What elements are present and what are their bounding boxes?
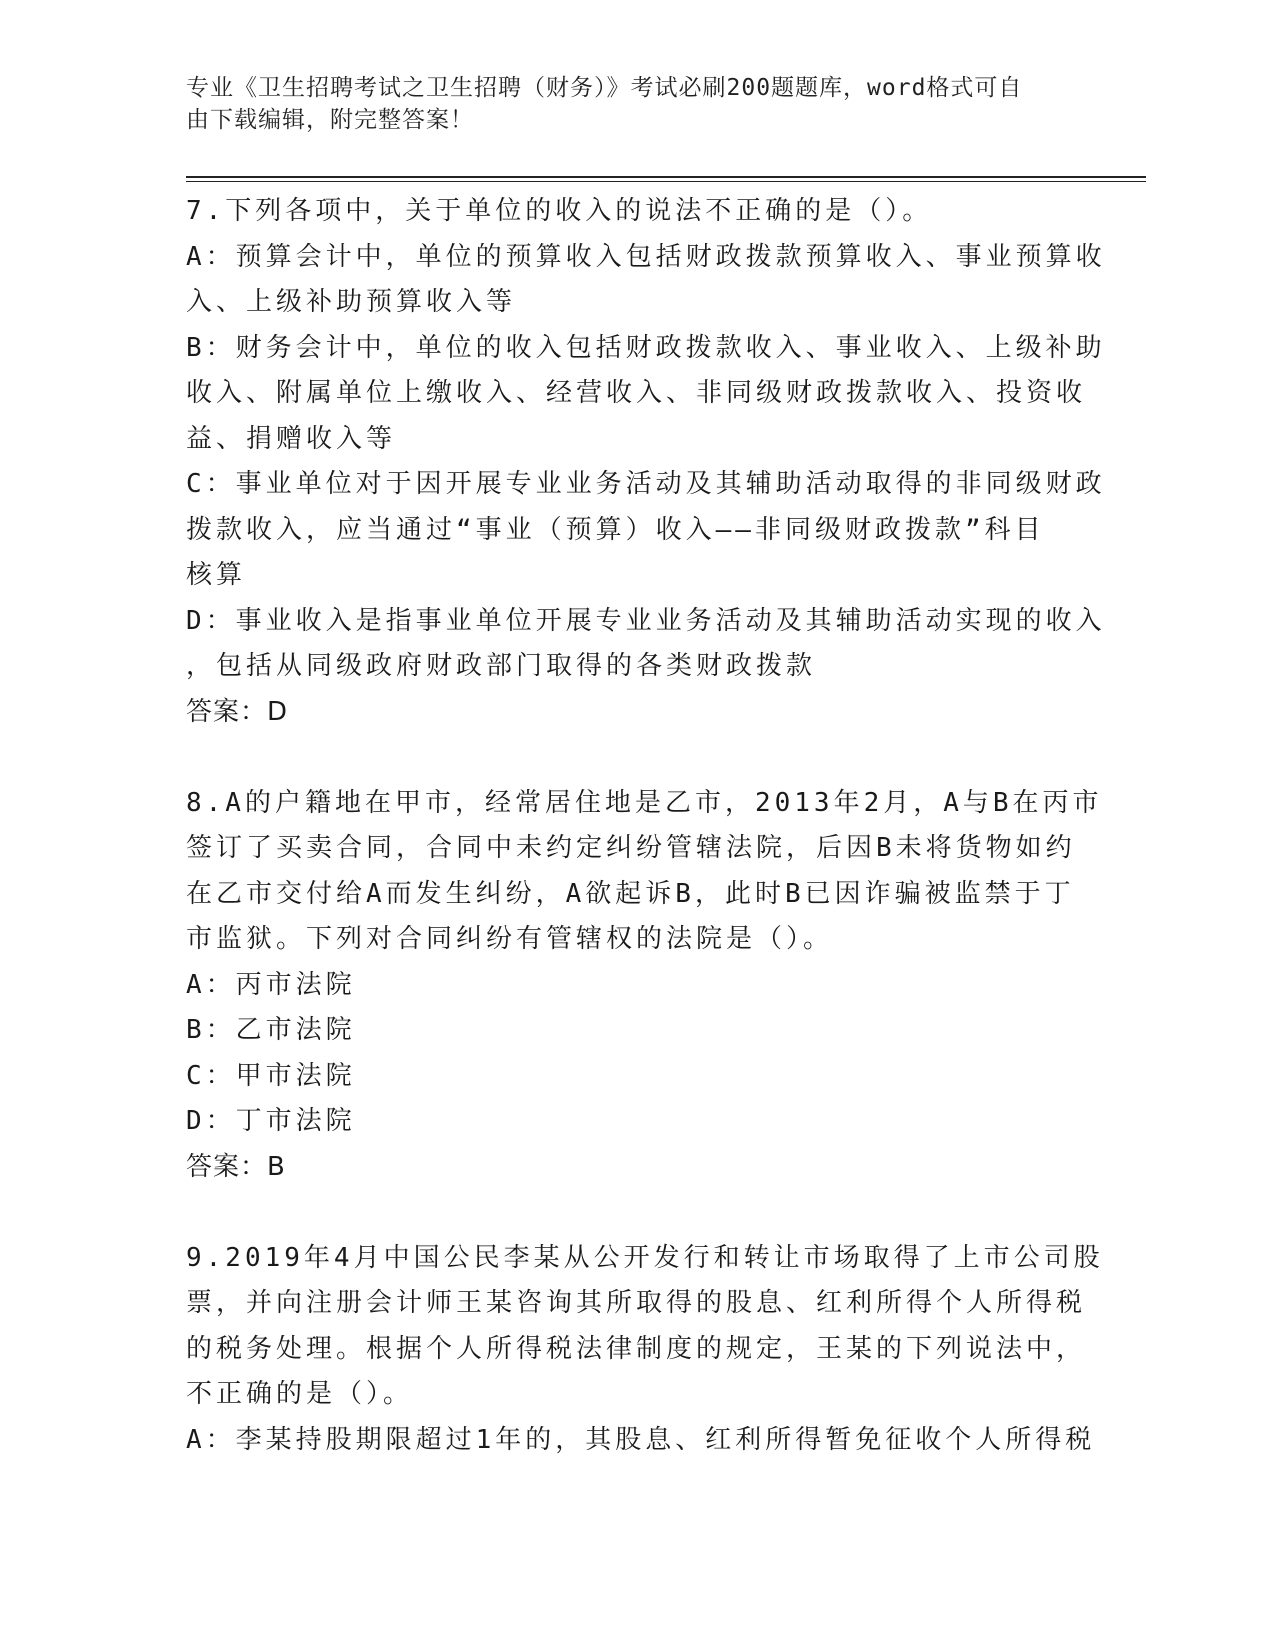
- question-stem-cont: 票，并向注册会计师王某咨询其所取得的股息、红利所得个人所得税: [186, 1288, 1087, 1318]
- option-b-cont: 益、捐赠收入等: [186, 423, 397, 454]
- option-b: B：乙市法院: [186, 1015, 356, 1045]
- question-9: [186, 1236, 1104, 1464]
- question-stem: 9.2019年4月中国公民李某从公开发行和转让市场取得了上市公司股: [186, 1242, 1104, 1273]
- question-list: [186, 189, 1106, 1463]
- question-stem-cont: 签订了买卖合同，合同中未约定纠纷管辖法院，后因B未将货物如约: [186, 833, 1076, 863]
- header-divider-thin: [186, 181, 1146, 182]
- option-c-cont: 核算: [186, 560, 247, 590]
- question-stem-cont: 在乙市交付给A而发生纠纷，A欲起诉B，此时B已因诈骗被监禁于丁: [186, 878, 1075, 909]
- question-8: [186, 781, 1103, 1191]
- question-stem: 7.下列各项中，关于单位的收入的说法不正确的是（）。: [186, 196, 933, 226]
- answer-label: 答案：B: [186, 1151, 286, 1182]
- header-line-1: 专业《卫生招聘考试之卫生招聘（财务）》考试必刷200题题库，word格式可自: [186, 75, 1023, 101]
- header-line-2: 由下载编辑，附完整答案！: [186, 107, 474, 133]
- question-stem: 8.A的户籍地在甲市，经常居住地是乙市，2013年2月，A与B在丙市: [186, 787, 1103, 818]
- option-a: A：李某持股期限超过1年的，其股息、红利所得暂免征收个人所得税: [186, 1424, 1096, 1455]
- header-divider-thick: [186, 176, 1146, 178]
- option-c-cont: 拨款收入，应当通过“事业（预算）收入——非同级财政拨款”科目: [186, 514, 1045, 545]
- option-c: C：事业单位对于因开展专业业务活动及其辅助活动取得的非同级财政: [186, 469, 1106, 499]
- spacer: [186, 735, 1066, 781]
- option-d-cont: ，包括从同级政府财政部门取得的各类财政拨款: [186, 651, 817, 681]
- option-a-cont: 入、上级补助预算收入等: [186, 287, 517, 317]
- option-b: B：财务会计中，单位的收入包括财政拨款收入、事业收入、上级补助: [186, 332, 1106, 363]
- question-stem-cont: 市监狱。下列对合同纠纷有管辖权的法院是（）。: [186, 924, 834, 954]
- option-d: D：事业收入是指事业单位开展专业业务活动及其辅助活动实现的收入: [186, 605, 1106, 636]
- question-stem-cont: 的税务处理。根据个人所得税法律制度的规定，王某的下列说法中，: [186, 1333, 1087, 1364]
- spacer: [186, 1190, 1066, 1236]
- document-header: [186, 72, 1066, 136]
- question-7: [186, 189, 1106, 735]
- option-d: D：丁市法院: [186, 1106, 356, 1136]
- option-a: A：丙市法院: [186, 969, 356, 1000]
- option-c: C：甲市法院: [186, 1060, 356, 1091]
- option-a: A：预算会计中，单位的预算收入包括财政拨款预算收入、事业预算收: [186, 241, 1106, 272]
- answer-label: 答案：D: [186, 696, 289, 727]
- question-stem-cont: 不正确的是（）。: [186, 1379, 414, 1409]
- option-b-cont: 收入、附属单位上缴收入、经营收入、非同级财政拨款收入、投资收: [186, 378, 1087, 408]
